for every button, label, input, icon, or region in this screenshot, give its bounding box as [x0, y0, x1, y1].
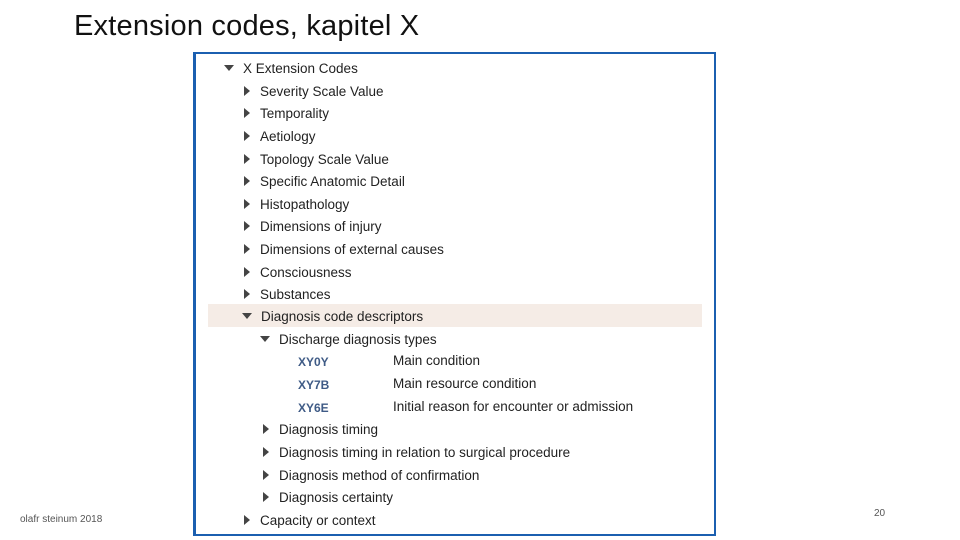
code-label: Main condition	[393, 353, 481, 368]
tree-item-label: Diagnosis certainty	[279, 489, 394, 505]
tree-item-label: Dimensions of injury	[260, 218, 382, 234]
expand-arrow-icon[interactable]	[244, 515, 250, 525]
tree-item-label: Severity Scale Value	[260, 83, 384, 99]
expand-arrow-icon[interactable]	[244, 267, 250, 277]
tree-item-label: Consciousness	[260, 264, 352, 280]
tree-item-label: Temporality	[260, 105, 330, 121]
tree-item-label: Diagnosis method of confirmation	[279, 467, 480, 483]
tree-subitem-expanded[interactable]	[260, 328, 437, 350]
code-label: Main resource condition	[393, 376, 537, 391]
collapse-arrow-icon[interactable]	[242, 313, 252, 319]
tree-item[interactable]	[244, 102, 329, 124]
tree-item-label: Discharge diagnosis types	[279, 331, 437, 347]
collapse-arrow-icon[interactable]	[260, 336, 270, 342]
code-label: Initial reason for encounter or admission	[393, 399, 634, 414]
tree-item[interactable]	[244, 283, 331, 305]
expand-arrow-icon[interactable]	[244, 154, 250, 164]
tree-item-label: Histopathology	[260, 196, 350, 212]
expand-arrow-icon[interactable]	[244, 86, 250, 96]
tree-item[interactable]	[244, 215, 382, 237]
expand-arrow-icon[interactable]	[263, 447, 269, 457]
tree-item[interactable]	[244, 80, 384, 102]
tree-item-label: Topology Scale Value	[260, 151, 389, 167]
tree-item-label: Diagnosis timing	[279, 421, 379, 437]
tree-item[interactable]	[244, 261, 352, 283]
tree-subitem[interactable]	[263, 486, 393, 508]
tree-item-label: Specific Anatomic Detail	[260, 173, 405, 189]
footer-author: olafr steinum 2018	[20, 514, 103, 525]
tree-item-label: Dimensions of external causes	[260, 241, 444, 257]
expand-arrow-icon[interactable]	[263, 492, 269, 502]
slide-title: Extension codes, kapitel X	[74, 10, 420, 42]
tree-item[interactable]	[244, 148, 389, 170]
expand-arrow-icon[interactable]	[244, 221, 250, 231]
tree-item-expanded[interactable]	[242, 305, 423, 327]
code-xy7b[interactable]: XY7B	[298, 378, 330, 392]
tree-item-label: Aetiology	[260, 128, 316, 144]
expand-arrow-icon[interactable]	[244, 108, 250, 118]
tree-subitem[interactable]	[263, 464, 479, 486]
expand-arrow-icon[interactable]	[263, 470, 269, 480]
code-xy6e[interactable]: XY6E	[298, 401, 329, 415]
tree-item-label: Capacity or context	[260, 512, 376, 528]
tree-item[interactable]	[244, 238, 444, 260]
tree-item[interactable]	[244, 193, 349, 215]
tree-subitem[interactable]	[263, 418, 378, 440]
expand-arrow-icon[interactable]	[244, 199, 250, 209]
tree-view-screenshot	[193, 52, 716, 536]
expand-arrow-icon[interactable]	[244, 131, 250, 141]
collapse-arrow-icon[interactable]	[224, 65, 234, 71]
code-xy0y[interactable]: XY0Y	[298, 355, 329, 369]
tree-root[interactable]	[224, 57, 358, 79]
tree-item-label: Diagnosis timing in relation to surgical procedure	[279, 444, 571, 460]
tree-item[interactable]	[244, 509, 376, 531]
expand-arrow-icon[interactable]	[244, 244, 250, 254]
tree-item[interactable]	[244, 170, 405, 192]
tree-item-label: Substances	[260, 286, 331, 302]
page-number: 20	[874, 508, 886, 519]
expand-arrow-icon[interactable]	[244, 289, 250, 299]
expand-arrow-icon[interactable]	[263, 424, 269, 434]
tree-subitem[interactable]	[263, 441, 570, 463]
tree-root-label: X Extension Codes	[243, 60, 358, 76]
expand-arrow-icon[interactable]	[244, 176, 250, 186]
tree-item[interactable]	[244, 125, 316, 147]
tree-item-label: Diagnosis code descriptors	[261, 308, 424, 324]
